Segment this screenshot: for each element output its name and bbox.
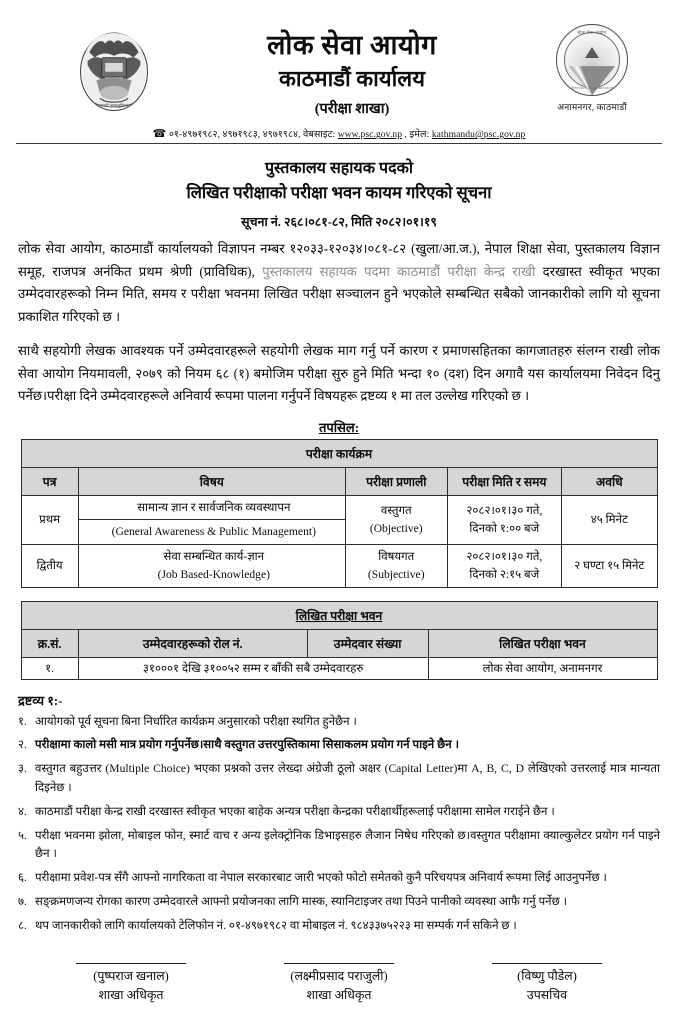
venue-roll-range-cell: ३१०००१ देखि ३१००५२ सम्म र बाँकी सबै उम्मेदवारहरु	[78, 657, 428, 679]
signature-1	[36, 963, 226, 1004]
list-item	[18, 869, 660, 888]
phone-numbers: ०१-४९७१९८२, ४९७१९८३, ४९७१९८४,	[168, 130, 301, 141]
notes-heading: द्रष्टव्य १:-	[18, 693, 63, 708]
list-item	[18, 713, 660, 732]
venue-name-cell: लोक सेवा आयोग, अनामनगर	[428, 657, 657, 679]
note-number: ७.	[18, 894, 27, 908]
signatory-name: (पुष्पराज खनाल)	[93, 969, 169, 984]
note-text: काठमाडौं परीक्षा केन्द्र राखी दरखास्त स्वीकृत भएका बाहेक अन्यत्र परीक्षा केन्द्रका परीक्षार्थीहरूलाई परीक्षामा सामेल गराईने छैन ।	[35, 804, 555, 818]
signature-3	[452, 963, 642, 1004]
notice-title	[14, 157, 664, 206]
subject-cell-line-1: सामान्य ज्ञान र सार्वजनिक व्यवस्थापन	[78, 495, 345, 519]
branch-name: (परीक्षा शाखा)	[314, 101, 390, 118]
website-link[interactable]: www.psc.gov.np	[337, 130, 403, 141]
note-number: ६.	[18, 871, 27, 885]
paper-cell: प्रथम	[21, 495, 78, 544]
document-header	[14, 22, 664, 118]
list-item	[18, 736, 660, 755]
signature-2	[244, 963, 434, 1004]
header-divider	[16, 143, 662, 144]
note-number: १.	[18, 714, 27, 728]
column-header-candidate-count: उम्मेदवार संख्या	[307, 629, 428, 657]
organization-name: लोक सेवा आयोग	[267, 30, 437, 60]
notice-title-line-2: लिखित परीक्षाको परीक्षा भवन कायम गरिएको सूचना	[186, 183, 492, 203]
signature-block	[14, 963, 664, 1004]
column-header-paper: पत्र	[21, 467, 78, 495]
venue-sn-cell: १.	[21, 657, 78, 679]
note-text: आयोगको पूर्व सूचना बिना निर्धारित कार्यक्रम अनुसारको परीक्षा स्थगित हुनेछैन ।	[35, 714, 357, 728]
note-text: सङ्क्रमणजन्य रोगका कारण उम्मेदवारले आफ्नो प्रयोजनका लागि मास्क, स्यानिटाइजर तथा पिउने पानीको व्यवस्था आफै गर्नु पर्नेछ ।	[35, 894, 568, 908]
website-label: वेबसाइट:	[303, 130, 336, 141]
paper-cell: द्वितीय	[21, 544, 78, 587]
signatory-post: शाखा अधिकृत	[306, 988, 372, 1003]
exam-schedule-table	[21, 439, 658, 588]
telephone-icon: ☎	[152, 128, 167, 141]
signatory-post: शाखा अधिकृत	[98, 988, 164, 1003]
system-cell	[345, 544, 447, 587]
column-header-system: परीक्षा प्रणाली	[345, 467, 447, 495]
header-title-block	[158, 22, 546, 118]
date-time-cell	[447, 495, 561, 544]
exam-venue-caption: लिखित परीक्षा भवन	[21, 601, 657, 629]
body-paragraph-1-part-b: दरखास्त स्वीकृत भएका उम्मेदवारहरूको निम्न मिति, समय र परीक्षा भवनमा लिखित परीक्षा सञ्चालन हुने भएकोले सम्बन्धित सबैको जानकारीको लागि यो सूचना प्रकाशित गरिएको छ ।	[18, 263, 661, 325]
table-row	[21, 495, 657, 519]
body-paragraph-1-highlight: पुस्तकालय सहायक पदमा काठमाडौं परीक्षा केन्द्र राखी	[262, 263, 536, 279]
system-np: वस्तुगत	[380, 503, 412, 517]
system-en: (Subjective)	[367, 567, 425, 581]
office-name: काठमाडौं कार्यालय	[279, 65, 425, 91]
date-time-cell	[447, 544, 561, 587]
note-number: २.	[18, 738, 27, 752]
table-row	[21, 544, 657, 587]
duration-cell: ४५ मिनेट	[562, 495, 657, 544]
signatory-post: उपसचिव	[526, 988, 568, 1003]
list-item	[18, 760, 660, 798]
nepal-government-coat-of-arms-icon	[70, 26, 158, 114]
table-row	[21, 657, 657, 679]
note-text: परीक्षामा कालो मसी मात्र प्रयोग गर्नुपर्नेछ।साथै वस्तुगत उत्तरपुस्तिकामा सिसाकलम प्रयोग गर्न पाइने छैन ।	[35, 738, 459, 752]
list-item	[18, 893, 660, 912]
svg-text:जननी जन्मभूमिश्च: जननी जन्मभूमिश्च	[99, 102, 129, 108]
tapsil-label: तपसिल:	[318, 419, 360, 435]
list-item	[18, 827, 660, 865]
column-header-roll-range: उम्मेदवारहरूको रोल नं.	[78, 629, 307, 657]
seal-text-top: लोक सेवा आयोग	[577, 30, 607, 35]
duration-cell: २ घण्टा १५ मिनेट	[562, 544, 657, 587]
note-text: थप जानकारीको लागि कार्यालयको टेलिफोन नं. ०१-४९७१९८२ वा मोबाइल नं. ९८४३३७५२२३ मा सम्पर्क गर्न सकिने छ ।	[35, 918, 517, 932]
list-item	[18, 917, 660, 936]
exam-date: २०८२।०१।३० गते,	[466, 549, 543, 563]
subject-cell	[78, 544, 345, 587]
signature-line	[76, 963, 186, 964]
system-np: विषयगत	[378, 549, 415, 563]
body-paragraph-2: साथै सहयोगी लेखक आवश्यक पर्ने उम्मेदवारहरूले सहयोगी लेखक माग गर्नु पर्ने कारण र प्रमाणसहितका कागजातहरु संलग्न राखी लोक सेवा आयोग नियमावली, २०७९ को नियम ६८ (१) बमोजिम परीक्षा सुरु हुने मिति भन्दा १० (दश) दिन अगावै यस कार्यालयमा निवेदन दिनु पर्नेछ।परीक्षा दिने उम्मेदवारहरूले अनिवार्य रूपमा पालना गर्नुपर्ने विषयहरू द्रष्टव्य १ मा तल उल्लेख गरिएको छ ।	[18, 342, 660, 404]
public-service-commission-seal-icon	[556, 24, 628, 96]
seal-block	[546, 24, 638, 113]
subject-en-1: (General Awareness & Public Management)	[111, 525, 316, 539]
seal-text-bottom: Public Service Commission Nepal	[557, 85, 627, 90]
column-header-date-time: परीक्षा मिति र समय	[447, 467, 561, 495]
exam-schedule-caption: परीक्षा कार्यक्रम	[21, 439, 657, 467]
signatory-name: (लक्ष्मीप्रसाद पराजुली)	[290, 969, 388, 984]
column-header-venue: लिखित परीक्षा भवन	[428, 629, 657, 657]
system-en: (Objective)	[369, 521, 423, 535]
notice-title-line-1: पुस्तकालय सहायक पदको	[264, 160, 414, 178]
subject-en-2: (Job Based-Knowledge)	[157, 567, 270, 581]
contact-line: ☎ ०१-४९७१९८२, ४९७१९८३, ४९७१९८४, वेबसाइट: www.psc.gov.np , इमेल: kathmandu@psc.gov.np	[152, 128, 526, 141]
exam-date: २०८२।०१।३० गते,	[466, 503, 543, 517]
column-header-sn: क्र.सं.	[21, 629, 78, 657]
subject-np-2: सेवा सम्बन्धित कार्य-ज्ञान	[163, 550, 265, 564]
note-text: परीक्षा भवनमा झोला, मोबाइल फोन, स्मार्ट वाच र अन्य इलेक्ट्रोनिक डिभाइसहरु लैजान निषेध गरिएको छ।वस्तुगत परीक्षामा क्याल्कुलेटर प्रयोग गर्न पाइने छैन ।	[35, 828, 660, 861]
body-paragraph-1-part-a: लोक सेवा आयोग, काठमाडौं कार्यालयको विज्ञापन नम्बर १२०३३-१२०३४।०८१-८२ (खुला/आ.ज.), नेपाल शिक्षा सेवा, पुस्तकालय विज्ञान समूह, राजपत्र अनंकित प्रथम श्रेणी (प्राविधिक),	[18, 240, 660, 279]
exam-time: दिनको १:०० बजे	[469, 521, 540, 535]
notes-list	[14, 713, 664, 936]
signature-line	[284, 963, 394, 964]
subject-cell-line-2	[78, 520, 345, 544]
note-number: ५.	[18, 828, 27, 842]
email-link[interactable]: kathmandu@psc.gov.np	[431, 130, 526, 141]
list-item	[18, 803, 660, 822]
system-cell	[345, 495, 447, 544]
notice-number: सूचना नं. २६८।०८१-८२, मिति २०८२।०१।१९	[241, 214, 437, 229]
email-label: इमेल:	[409, 130, 430, 141]
note-text: परीक्षामा प्रवेश-पत्र सँगै आफ्नो नागरिकता वा नेपाल सरकारबाट जारी भएको फोटो समेतको कुनै परिचयपत्र अनिवार्य रूपमा लिई आउनुपर्नेछ ।	[35, 871, 607, 885]
note-text: वस्तुगत बहुउत्तर (Multiple Choice) भएका प्रश्नको उत्तर लेख्दा अंग्रेजी ठूलो अक्षर (Capital Letter)मा A, B, C, D लेखिएको उत्तरलाई मात्र मान्यता दिइनेछ ।	[35, 762, 660, 794]
column-header-duration: अवधि	[562, 467, 657, 495]
note-number: ३.	[18, 762, 27, 776]
body-paragraph-1	[14, 238, 664, 329]
note-number: ८.	[18, 918, 27, 932]
seal-caption: अनामनगर, काठमाडौं	[557, 102, 627, 112]
exam-venue-table	[21, 601, 658, 680]
column-header-subject: विषय	[78, 467, 345, 495]
note-number: ४.	[18, 804, 27, 818]
exam-time: दिनको २:१५ बजे	[469, 567, 540, 581]
signatory-name: (विष्णु पौडेल)	[517, 969, 577, 984]
signature-line	[492, 963, 602, 964]
